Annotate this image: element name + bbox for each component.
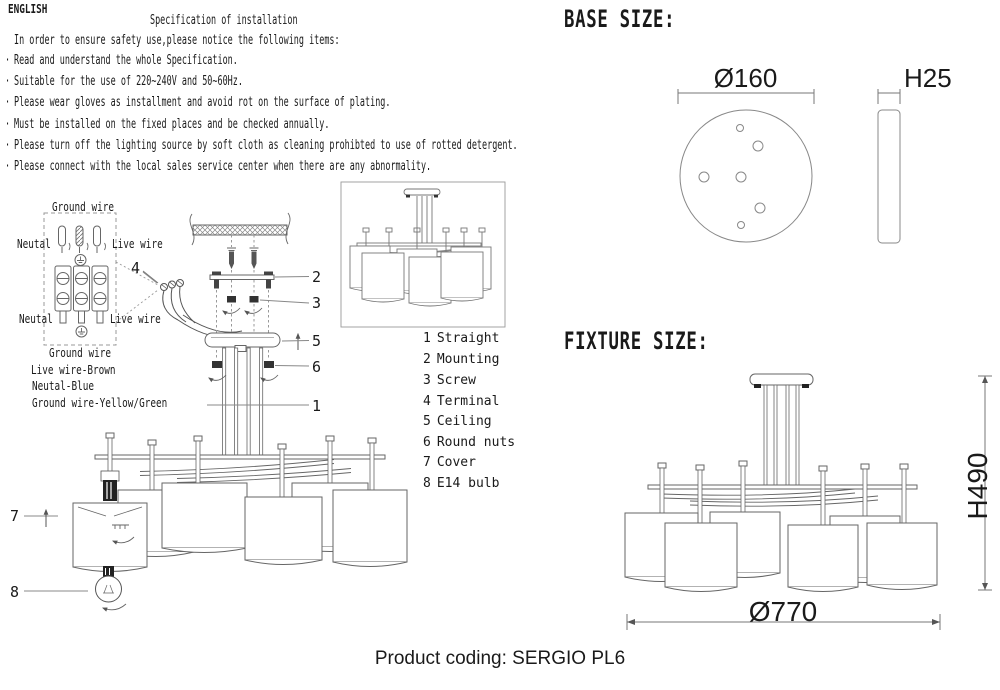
part-num: 3 (423, 373, 431, 388)
part-num: 8 (423, 476, 431, 491)
lamp-shade (788, 525, 858, 592)
part-name: Terminal (436, 394, 500, 409)
part-name: E14 bulb (436, 476, 500, 491)
part-num: 1 (423, 331, 431, 346)
safety-item (5, 138, 518, 153)
part-name: Round nuts (436, 435, 516, 450)
part-num: 7 (423, 455, 431, 470)
intro-line: In order to ensure safety use,please notice the following items: (14, 33, 340, 48)
exploded-chandelier (24, 433, 407, 610)
safety-item-text: Please connect with the local sales service center when there are any abnormality. (13, 159, 432, 174)
live-bottom-label: Live wire (110, 312, 161, 326)
safety-item-text: Suitable for the use of 220~240V and 50~60Hz. (13, 74, 243, 89)
lamp-socket (101, 471, 119, 501)
part-num: 6 (423, 435, 431, 450)
parts-list-row (423, 455, 476, 470)
lamp-shade (245, 497, 322, 565)
safety-item (5, 74, 243, 89)
fixture-thumbnail (341, 182, 505, 327)
callout-bulb: 8 (10, 583, 20, 601)
base-diameter-dim: Ø160 (713, 63, 778, 93)
legend-neutral: Neutal-Blue (32, 379, 94, 393)
legend-live-wire: Live wire-Brown (31, 363, 116, 377)
safety-item (5, 95, 390, 110)
e14-bulb (96, 566, 127, 610)
parts-list-row (423, 373, 476, 388)
part-name: Cover (436, 455, 476, 470)
terminal-connector (143, 271, 242, 338)
bullet: · (5, 138, 11, 153)
part-name: Screw (436, 373, 476, 388)
neutral-top-label: Neutal (17, 237, 51, 251)
lamp-shade (362, 253, 404, 302)
safety-item (5, 53, 238, 68)
parts-list-row (423, 352, 499, 367)
ceiling-mount-diagram (143, 213, 309, 456)
safety-item-text: Please turn off the lighting source by soft cloth as cleaning prohibted to use of rotted detergent. (13, 138, 518, 153)
page-title: Specification of installation (150, 13, 298, 28)
lamp-shade (867, 523, 937, 590)
lamp-shade (162, 483, 247, 553)
callout-cover: 7 (10, 507, 20, 525)
product-coding: Product coding: SERGIO PL6 (374, 648, 626, 669)
safety-item-text: Read and understand the whole Specification. (13, 53, 238, 68)
parts-list-row (423, 414, 492, 429)
base-height-dim: H25 (904, 63, 952, 93)
lamp-shade (665, 523, 737, 592)
safety-item-text: Must be installed on the fixed places and be checked annually. (13, 117, 330, 132)
fixture-size-drawing (625, 374, 992, 630)
safety-item-text: Please wear gloves as installment and avoid rot on the surface of plating. (13, 95, 391, 110)
neutral-bottom-label: Neutal (19, 312, 53, 326)
callout-terminal: 4 (131, 259, 141, 277)
legend-ground-wire: Ground wire-Yellow/Green (32, 396, 168, 410)
bullet: · (5, 159, 11, 174)
base-size-title: BASE SIZE: (564, 5, 676, 33)
bullet: · (5, 53, 11, 68)
part-name: Straight (436, 331, 500, 346)
part-num: 5 (423, 414, 431, 429)
callout-round-nuts: 6 (312, 358, 322, 376)
parts-list-row (423, 394, 499, 409)
fixture-diameter-dim: Ø770 (748, 596, 818, 627)
cover-shade (73, 503, 147, 572)
ground-wire-bottom-label: Ground wire (49, 346, 111, 360)
callout-straight: 1 (312, 397, 322, 415)
base-size-drawing (678, 89, 900, 243)
callout-ceiling: 5 (312, 332, 322, 350)
safety-item (5, 159, 431, 174)
live-top-label: Live wire (112, 237, 163, 251)
part-num: 4 (423, 394, 431, 409)
ground-wire-top-label: Ground wire (52, 200, 114, 214)
part-num: 2 (423, 352, 431, 367)
fixture-height-dim: H490 (962, 452, 993, 520)
lamp-shade (333, 490, 407, 567)
part-name: Mounting (436, 352, 500, 367)
bullet: · (5, 74, 11, 89)
callout-screw: 3 (312, 294, 322, 312)
parts-list-row (423, 331, 499, 346)
safety-item (5, 117, 329, 132)
parts-list-row (423, 476, 499, 491)
bullet: · (5, 95, 11, 110)
language-label: ENGLISH (8, 2, 48, 16)
callout-mounting: 2 (312, 268, 322, 286)
fixture-size-title: FIXTURE SIZE: (564, 327, 709, 355)
part-name: Ceiling (436, 414, 492, 429)
lamp-shade (441, 252, 483, 301)
parts-list-row (423, 435, 515, 450)
bullet: · (5, 117, 11, 132)
